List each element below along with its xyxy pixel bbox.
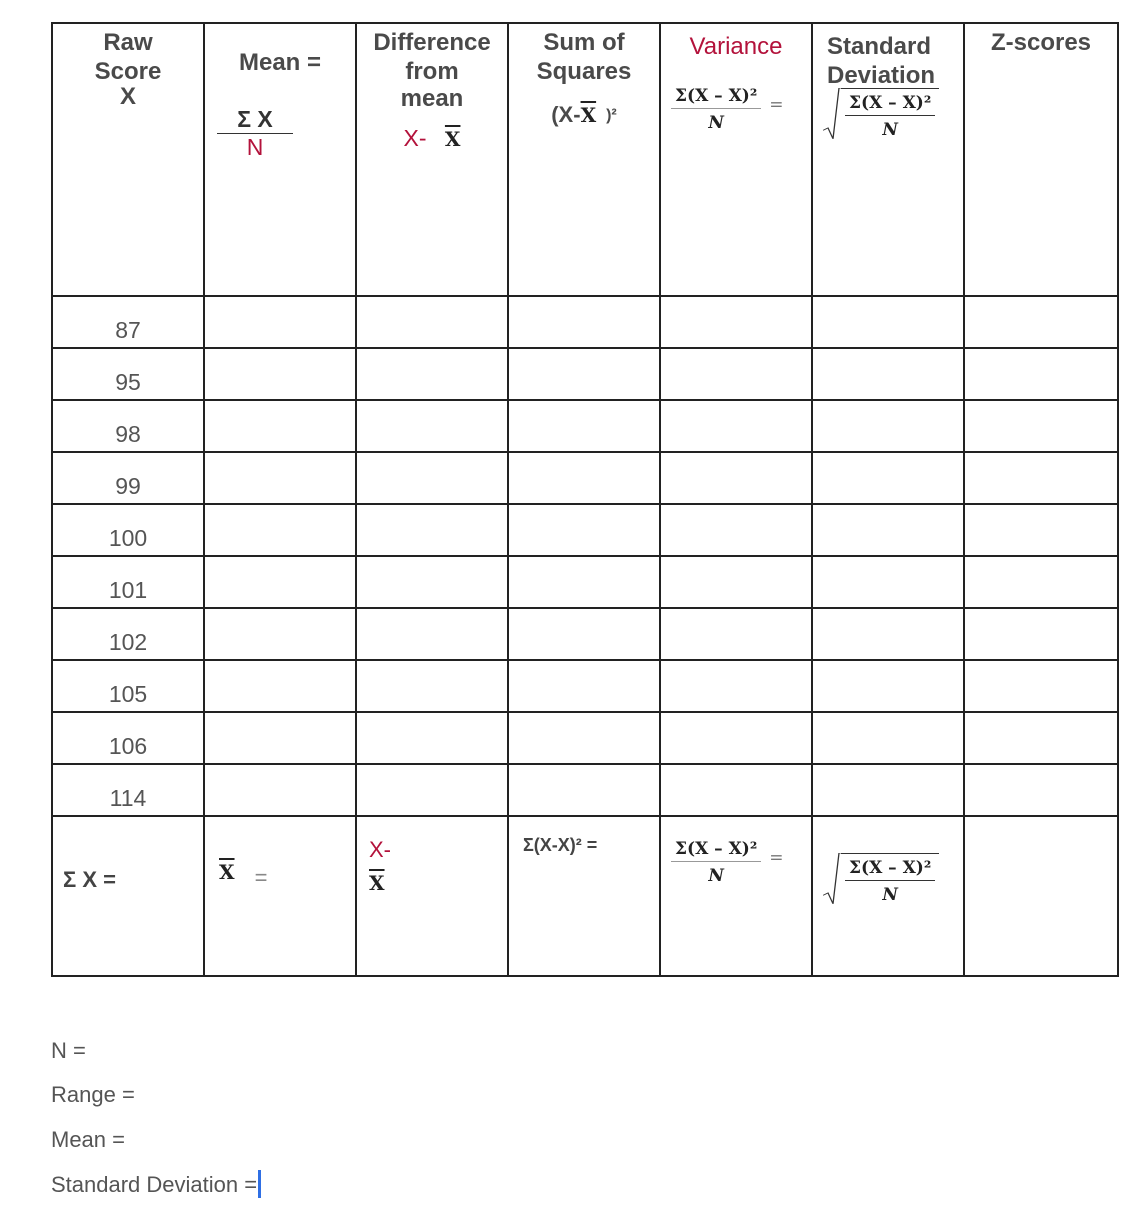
sum-squares-cell[interactable] bbox=[508, 556, 660, 608]
std-dev-total-cell bbox=[812, 816, 964, 976]
mean-header bbox=[204, 23, 356, 296]
raw-score-value: 95 bbox=[115, 369, 141, 395]
raw-score-cell bbox=[52, 504, 204, 556]
mean-formula-denominator: N bbox=[246, 134, 264, 160]
sum-squares-formula: ($X-\overline{X}$ )² bbox=[551, 102, 617, 127]
summary-n: N = bbox=[51, 1038, 86, 1063]
z-score-cell[interactable] bbox=[964, 400, 1118, 452]
raw-score-line3: X bbox=[119, 83, 136, 110]
sum-squares-cell[interactable] bbox=[508, 504, 660, 556]
table-row bbox=[52, 504, 1118, 556]
variance-cell[interactable] bbox=[660, 660, 812, 712]
sum-squares-cell[interactable] bbox=[508, 452, 660, 504]
variance-cell[interactable] bbox=[660, 556, 812, 608]
z-scores-label: Z-scores bbox=[990, 29, 1092, 56]
std-dev-header bbox=[812, 23, 964, 296]
std-dev-cell[interactable] bbox=[812, 712, 964, 764]
mean-cell[interactable] bbox=[204, 296, 356, 348]
difference-formula: X- $\overline{X}$ bbox=[403, 125, 461, 151]
std-dev-cell[interactable] bbox=[812, 764, 964, 816]
table-row bbox=[52, 348, 1118, 400]
x-bar-symbol: $\overline{X}$ bbox=[369, 871, 385, 895]
z-scores-header bbox=[964, 23, 1118, 296]
x-bar-symbol: $\overline{X}$ bbox=[580, 103, 597, 127]
mean-cell[interactable] bbox=[204, 712, 356, 764]
raw-score-line1: Raw bbox=[103, 29, 153, 56]
table-row bbox=[52, 556, 1118, 608]
mean-cell[interactable] bbox=[204, 504, 356, 556]
variance-cell[interactable] bbox=[660, 608, 812, 660]
z-score-cell[interactable] bbox=[964, 504, 1118, 556]
raw-score-line2: Score bbox=[94, 58, 162, 85]
table-row bbox=[52, 608, 1118, 660]
std-dev-cell[interactable] bbox=[812, 504, 964, 556]
variance-cell[interactable] bbox=[660, 504, 812, 556]
std-dev-cell[interactable] bbox=[812, 452, 964, 504]
text-cursor bbox=[258, 1170, 261, 1198]
variance-cell[interactable] bbox=[660, 712, 812, 764]
raw-score-value: 87 bbox=[115, 317, 141, 343]
variance-label: Variance bbox=[689, 33, 783, 60]
sum-squares-cell[interactable] bbox=[508, 660, 660, 712]
table-row bbox=[52, 452, 1118, 504]
mean-cell[interactable] bbox=[204, 400, 356, 452]
x-bar-symbol: $\overline{X}$ bbox=[219, 860, 235, 884]
summary-mean: Mean = bbox=[51, 1127, 125, 1152]
mean-cell[interactable] bbox=[204, 556, 356, 608]
summary-row bbox=[52, 816, 1118, 976]
statistics-table bbox=[51, 22, 1119, 977]
x-bar-symbol: $\overline{X}$ bbox=[444, 127, 461, 151]
raw-score-value: 114 bbox=[109, 785, 147, 811]
table-row bbox=[52, 660, 1118, 712]
difference-line2: from bbox=[405, 58, 459, 85]
raw-score-value: 102 bbox=[108, 629, 148, 655]
std-dev-cell[interactable] bbox=[812, 556, 964, 608]
raw-score-cell bbox=[52, 608, 204, 660]
std-dev-cell[interactable] bbox=[812, 296, 964, 348]
mean-label: Mean = bbox=[238, 49, 322, 76]
difference-line1: Difference bbox=[373, 29, 491, 56]
table-row bbox=[52, 296, 1118, 348]
sum-squares-cell[interactable] bbox=[508, 712, 660, 764]
std-dev-formula bbox=[823, 88, 939, 140]
variance-formula: $\frac{\text{Σ(X – X)²}}{N}$ = bbox=[671, 86, 783, 133]
sum-squares-cell[interactable] bbox=[508, 400, 660, 452]
difference-cell[interactable] bbox=[356, 296, 508, 348]
sum-squares-cell[interactable] bbox=[508, 348, 660, 400]
variance-cell[interactable] bbox=[660, 296, 812, 348]
z-score-cell[interactable] bbox=[964, 556, 1118, 608]
summary-std-dev[interactable]: Standard Deviation = bbox=[51, 1170, 261, 1198]
difference-cell[interactable] bbox=[356, 608, 508, 660]
difference-cell[interactable] bbox=[356, 400, 508, 452]
table-row bbox=[52, 764, 1118, 816]
z-score-cell[interactable] bbox=[964, 296, 1118, 348]
variance-header bbox=[660, 23, 812, 296]
raw-score-value: 98 bbox=[115, 421, 141, 447]
raw-score-value: 106 bbox=[108, 733, 148, 759]
mean-cell[interactable] bbox=[204, 608, 356, 660]
sum-x-label: Σ X = bbox=[63, 867, 116, 892]
mean-formula-numerator: Σ X bbox=[217, 106, 293, 134]
raw-score-cell bbox=[52, 296, 204, 348]
variance-total-cell: $\frac{\text{Σ(X – X)²}}{N}$ = bbox=[660, 816, 812, 976]
difference-cell[interactable] bbox=[356, 764, 508, 816]
raw-score-value: 101 bbox=[108, 577, 148, 603]
variance-cell[interactable] bbox=[660, 348, 812, 400]
raw-score-cell bbox=[52, 452, 204, 504]
mean-bar-cell: $\overline{X}$ = bbox=[204, 816, 356, 976]
std-dev-cell[interactable] bbox=[812, 608, 964, 660]
difference-cell[interactable] bbox=[356, 504, 508, 556]
sum-squares-cell[interactable] bbox=[508, 764, 660, 816]
z-score-cell[interactable] bbox=[964, 660, 1118, 712]
z-score-total-cell bbox=[964, 816, 1118, 976]
difference-cell[interactable] bbox=[356, 348, 508, 400]
difference-cell[interactable] bbox=[356, 660, 508, 712]
raw-score-cell bbox=[52, 556, 204, 608]
table-row bbox=[52, 400, 1118, 452]
raw-score-cell bbox=[52, 712, 204, 764]
difference-cell[interactable] bbox=[356, 556, 508, 608]
std-dev-cell[interactable] bbox=[812, 400, 964, 452]
diff-sum-cell: X- $\overline{X}$ bbox=[356, 816, 508, 976]
square-root-icon: $\frac{\text{Σ(X – X)²}}{N}$ bbox=[823, 853, 939, 905]
raw-score-header bbox=[52, 23, 204, 296]
summary-range: Range = bbox=[51, 1082, 135, 1107]
z-score-cell[interactable] bbox=[964, 608, 1118, 660]
raw-score-cell bbox=[52, 764, 204, 816]
difference-line3: mean bbox=[400, 85, 464, 112]
std-dev-cell[interactable] bbox=[812, 660, 964, 712]
sum-squares-line2: Squares bbox=[536, 58, 632, 85]
raw-score-cell bbox=[52, 400, 204, 452]
difference-cell[interactable] bbox=[356, 712, 508, 764]
square-root-icon: $\frac{\text{Σ(X – X)²}}{N}$ bbox=[823, 88, 939, 140]
mean-cell[interactable] bbox=[204, 452, 356, 504]
sum-squares-cell[interactable] bbox=[508, 296, 660, 348]
difference-header bbox=[356, 23, 508, 296]
mean-cell[interactable] bbox=[204, 348, 356, 400]
header-row bbox=[52, 23, 1118, 296]
raw-score-value: 99 bbox=[115, 473, 141, 499]
mean-cell[interactable] bbox=[204, 764, 356, 816]
sum-squares-total-cell bbox=[508, 816, 660, 976]
variance-cell[interactable] bbox=[660, 764, 812, 816]
raw-score-value: 100 bbox=[108, 525, 148, 551]
std-dev-cell[interactable] bbox=[812, 348, 964, 400]
sum-squares-line1: Sum of bbox=[543, 29, 625, 56]
sum-squares-total-label: Σ(X-X)² = bbox=[523, 835, 598, 855]
z-score-cell[interactable] bbox=[964, 348, 1118, 400]
std-dev-label: Standard Deviation bbox=[827, 33, 936, 89]
table-row bbox=[52, 712, 1118, 764]
variance-cell[interactable] bbox=[660, 452, 812, 504]
sum-squares-cell[interactable] bbox=[508, 608, 660, 660]
mean-cell[interactable] bbox=[204, 660, 356, 712]
raw-score-value: 105 bbox=[108, 681, 148, 707]
difference-cell[interactable] bbox=[356, 452, 508, 504]
z-score-cell[interactable] bbox=[964, 452, 1118, 504]
sum-x-cell bbox=[52, 816, 204, 976]
raw-score-cell bbox=[52, 348, 204, 400]
variance-cell[interactable] bbox=[660, 400, 812, 452]
z-score-cell[interactable] bbox=[964, 712, 1118, 764]
sum-of-squares-header bbox=[508, 23, 660, 296]
raw-score-cell bbox=[52, 660, 204, 712]
mean-formula bbox=[217, 106, 293, 160]
z-score-cell[interactable] bbox=[964, 764, 1118, 816]
